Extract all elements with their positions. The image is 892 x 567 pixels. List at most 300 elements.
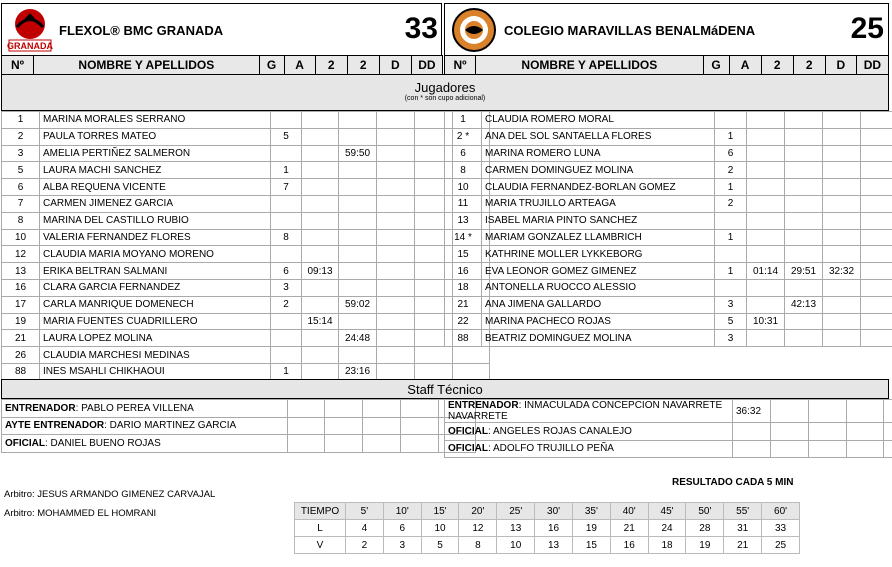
player-stat-g: 2 xyxy=(271,296,302,313)
player-stat-a xyxy=(747,296,785,313)
player-stat-g: 3 xyxy=(271,279,302,296)
player-stat-a xyxy=(302,195,339,212)
player-number: 21 xyxy=(2,330,40,347)
player-stat-m2 xyxy=(823,162,861,179)
player-stat-m2 xyxy=(377,179,415,196)
home-logo-icon xyxy=(7,7,53,52)
player-stat-m2 xyxy=(377,246,415,263)
player-stat-m1: 42:13 xyxy=(785,296,823,313)
player-row xyxy=(445,145,892,162)
staff-empty-cell xyxy=(884,400,892,423)
player-stat-a xyxy=(302,212,339,229)
results-label: TIEMPO xyxy=(295,503,346,520)
player-name: ERIKA BELTRAN SALMANI xyxy=(40,263,271,280)
player-row xyxy=(2,162,490,179)
results-value: 30' xyxy=(535,503,573,520)
player-row xyxy=(2,145,490,162)
player-stat-m2 xyxy=(377,263,415,280)
away-team-header xyxy=(444,3,889,56)
staff-row xyxy=(2,400,476,418)
player-stat-m1 xyxy=(339,263,377,280)
player-name: LAURA MACHI SANCHEZ xyxy=(40,162,271,179)
player-stat-m1 xyxy=(785,145,823,162)
player-name: MARINA MORALES SERRANO xyxy=(40,112,271,129)
player-number: 2 * xyxy=(445,128,482,145)
player-stat-a xyxy=(747,195,785,212)
player-name: EVA LEONOR GOMEZ GIMENEZ xyxy=(482,263,715,280)
player-stat-g xyxy=(271,195,302,212)
home-team-logo xyxy=(7,7,53,52)
player-row xyxy=(2,263,490,280)
player-number: 6 xyxy=(445,145,482,162)
results-value: 13 xyxy=(497,520,535,537)
player-row xyxy=(445,162,892,179)
results-value: 18 xyxy=(648,537,686,554)
player-stat-g xyxy=(715,212,747,229)
results-value: 5 xyxy=(421,537,459,554)
player-stat-g xyxy=(715,279,747,296)
player-stat-g: 1 xyxy=(715,263,747,280)
home-staff-table xyxy=(1,399,476,453)
player-stat-d xyxy=(861,330,892,347)
results-value: 16 xyxy=(535,520,573,537)
players-section-header xyxy=(1,74,889,111)
player-stat-g xyxy=(271,347,302,364)
staff-role: OFICIAL xyxy=(5,437,45,449)
player-stat-g xyxy=(271,330,302,347)
player-stat-m1 xyxy=(339,229,377,246)
staff-name: : ANGELES ROJAS CANALEJO xyxy=(488,425,632,437)
staff-empty-cell xyxy=(847,423,884,441)
staff-name: : DARIO MARTINEZ GARCIA xyxy=(104,420,237,432)
results-row xyxy=(295,520,800,537)
player-stat-g: 2 xyxy=(715,162,747,179)
player-row xyxy=(2,229,490,246)
results-value: 15 xyxy=(572,537,610,554)
player-stat-m1: 29:51 xyxy=(785,263,823,280)
player-row xyxy=(2,347,490,364)
col-num: Nº xyxy=(2,56,34,75)
player-stat-a xyxy=(747,212,785,229)
player-number: 88 xyxy=(445,330,482,347)
player-name: MARIAM GONZALEZ LLAMBRICH xyxy=(482,229,715,246)
player-stat-m1 xyxy=(339,195,377,212)
player-stat-g: 3 xyxy=(715,296,747,313)
player-name: MARINA DEL CASTILLO RUBIO xyxy=(40,212,271,229)
player-stat-a xyxy=(747,145,785,162)
player-stat-d xyxy=(861,179,892,196)
player-stat-m2 xyxy=(823,246,861,263)
player-row xyxy=(2,112,490,129)
results-title: RESULTADO CADA 5 MIN xyxy=(672,477,794,488)
staff-stat-cell xyxy=(733,423,771,441)
player-stat-g: 1 xyxy=(271,363,302,380)
player-stat-m2 xyxy=(377,195,415,212)
player-stat-m2 xyxy=(377,112,415,129)
staff-row xyxy=(445,423,892,441)
staff-section-title: Staff Técnico xyxy=(407,382,483,397)
player-stat-m1 xyxy=(785,112,823,129)
staff-empty-cell xyxy=(884,423,892,441)
staff-member xyxy=(445,400,733,423)
player-stat-g xyxy=(271,212,302,229)
results-label: L xyxy=(295,520,346,537)
staff-empty-cell xyxy=(325,417,363,435)
player-stat-a: 10:31 xyxy=(747,313,785,330)
player-row xyxy=(445,279,892,296)
results-value: 19 xyxy=(686,537,724,554)
player-stat-m1 xyxy=(339,162,377,179)
player-stat-m1 xyxy=(339,179,377,196)
player-stat-a xyxy=(747,112,785,129)
player-stat-a xyxy=(302,128,339,145)
player-stat-m1 xyxy=(339,212,377,229)
player-stat-d xyxy=(861,112,892,129)
staff-name: : PABLO PEREA VILLENA xyxy=(75,402,194,414)
col-d: D xyxy=(825,56,856,75)
player-number: 16 xyxy=(445,263,482,280)
player-stat-m2 xyxy=(823,330,861,347)
player-stat-m1 xyxy=(785,179,823,196)
results-value: 8 xyxy=(459,537,497,554)
player-row xyxy=(445,179,892,196)
player-row xyxy=(445,296,892,313)
player-number: 13 xyxy=(445,212,482,229)
player-stat-g: 7 xyxy=(271,179,302,196)
home-column-headers xyxy=(1,55,443,75)
player-stat-g: 1 xyxy=(715,229,747,246)
player-stat-a xyxy=(302,347,339,364)
staff-stat-cell xyxy=(288,435,325,453)
player-number: 8 xyxy=(2,212,40,229)
player-stat-g: 3 xyxy=(715,330,747,347)
player-row xyxy=(2,330,490,347)
player-stat-m2: 32:32 xyxy=(823,263,861,280)
player-stat-g: 5 xyxy=(715,313,747,330)
player-row xyxy=(445,246,892,263)
results-value: 10 xyxy=(497,537,535,554)
player-stat-d xyxy=(861,296,892,313)
staff-empty-cell xyxy=(771,423,809,441)
col-d: D xyxy=(379,56,411,75)
player-stat-d xyxy=(861,195,892,212)
referee-2: Arbitro: MOHAMMED EL HOMRANI xyxy=(4,508,157,519)
player-stat-g: 2 xyxy=(715,195,747,212)
player-number: 15 xyxy=(445,246,482,263)
staff-empty-cell xyxy=(363,400,401,418)
staff-row xyxy=(445,400,892,423)
player-number: 22 xyxy=(445,313,482,330)
player-row xyxy=(445,128,892,145)
results-header-row xyxy=(295,503,800,520)
player-stat-g: 1 xyxy=(715,128,747,145)
player-stat-m1 xyxy=(785,212,823,229)
player-stat-m2 xyxy=(377,229,415,246)
player-stat-m1 xyxy=(339,279,377,296)
results-row xyxy=(295,537,800,554)
player-number: 5 xyxy=(2,162,40,179)
player-stat-g: 1 xyxy=(715,179,747,196)
player-stat-m1 xyxy=(785,313,823,330)
player-number: 10 xyxy=(445,179,482,196)
player-stat-d xyxy=(861,279,892,296)
empty-cell xyxy=(445,347,892,363)
col-2min-2: 2 xyxy=(347,56,379,75)
player-name: CLAUDIA ROMERO MORAL xyxy=(482,112,715,129)
player-row xyxy=(2,128,490,145)
player-stat-a xyxy=(302,145,339,162)
player-stat-m2 xyxy=(377,347,415,364)
player-name: BEATRIZ DOMINGUEZ MOLINA xyxy=(482,330,715,347)
player-stat-m2 xyxy=(823,229,861,246)
player-stat-g: 1 xyxy=(271,162,302,179)
results-value: 13 xyxy=(535,537,573,554)
col-a: A xyxy=(284,56,315,75)
player-stat-a xyxy=(302,330,339,347)
player-name: CARMEN DOMINGUEZ MOLINA xyxy=(482,162,715,179)
player-number: 2 xyxy=(2,128,40,145)
staff-stat-cell xyxy=(733,440,771,458)
player-stat-m2 xyxy=(823,112,861,129)
player-stat-m1 xyxy=(339,313,377,330)
player-name: CLAUDIA FERNANDEZ-BORLAN GOMEZ xyxy=(482,179,715,196)
player-number: 3 xyxy=(2,145,40,162)
results-value: 19 xyxy=(572,520,610,537)
results-value: 31 xyxy=(724,520,762,537)
player-number: 7 xyxy=(2,195,40,212)
player-name: CLARA GARCIA FERNANDEZ xyxy=(40,279,271,296)
results-value: 20' xyxy=(459,503,497,520)
player-name: ANTONELLA RUOCCO ALESSIO xyxy=(482,279,715,296)
player-stat-a xyxy=(302,162,339,179)
player-stat-m1 xyxy=(785,128,823,145)
player-stat-a xyxy=(747,179,785,196)
player-name: PAULA TORRES MATEO xyxy=(40,128,271,145)
results-value: 45' xyxy=(648,503,686,520)
player-number: 21 xyxy=(445,296,482,313)
player-stat-a xyxy=(747,330,785,347)
player-stat-m2 xyxy=(823,313,861,330)
staff-row xyxy=(445,440,892,458)
player-number: 1 xyxy=(2,112,40,129)
player-number: 12 xyxy=(2,246,40,263)
staff-empty-cell xyxy=(401,400,439,418)
player-name: CARMEN JIMENEZ GARCIA xyxy=(40,195,271,212)
results-value: 6 xyxy=(383,520,421,537)
player-stat-m2 xyxy=(377,145,415,162)
player-stat-a xyxy=(302,296,339,313)
staff-role: OFICIAL xyxy=(448,425,488,437)
results-value: 35' xyxy=(572,503,610,520)
player-stat-g xyxy=(271,112,302,129)
player-stat-m1 xyxy=(785,330,823,347)
home-players-table xyxy=(1,111,490,381)
players-section-note: (con * son cupo adicional) xyxy=(404,95,486,102)
player-stat-m1 xyxy=(785,162,823,179)
home-team-name: FLEXOL® BMC GRANADA xyxy=(59,23,224,38)
player-stat-m2 xyxy=(377,212,415,229)
player-stat-m2 xyxy=(823,179,861,196)
player-stat-a xyxy=(302,279,339,296)
player-name: KATHRINE MOLLER LYKKEBORG xyxy=(482,246,715,263)
away-score: 25 xyxy=(850,12,884,45)
staff-empty-cell xyxy=(809,423,847,441)
results-value: 24 xyxy=(648,520,686,537)
results-value: 4 xyxy=(346,520,384,537)
staff-member xyxy=(2,417,288,435)
staff-name: : DANIEL BUENO ROJAS xyxy=(45,437,161,449)
player-stat-d xyxy=(861,145,892,162)
player-stat-m1 xyxy=(785,195,823,212)
results-value: 25 xyxy=(762,537,800,554)
player-stat-a xyxy=(747,162,785,179)
player-row xyxy=(445,330,892,347)
player-name: LAURA LOPEZ MOLINA xyxy=(40,330,271,347)
away-column-headers xyxy=(444,55,889,75)
player-number: 26 xyxy=(2,347,40,364)
player-stat-g xyxy=(715,246,747,263)
staff-role: AYTE ENTRENADOR xyxy=(5,420,105,432)
player-stat-m2 xyxy=(377,162,415,179)
results-value: 50' xyxy=(686,503,724,520)
col-g: G xyxy=(259,56,284,75)
staff-row xyxy=(2,435,476,453)
results-value: 33 xyxy=(762,520,800,537)
col-dd: DD xyxy=(856,56,888,75)
staff-stat-cell: 36:32 xyxy=(733,400,771,423)
player-stat-d xyxy=(861,229,892,246)
staff-empty-cell xyxy=(363,435,401,453)
player-stat-g: 6 xyxy=(715,145,747,162)
player-number: 17 xyxy=(2,296,40,313)
player-name: ANA JIMENA GALLARDO xyxy=(482,296,715,313)
player-number: 13 xyxy=(2,263,40,280)
home-score: 33 xyxy=(404,12,438,45)
player-stat-m1 xyxy=(785,279,823,296)
player-stat-d xyxy=(861,212,892,229)
col-num: Nº xyxy=(445,56,476,75)
player-stat-m2 xyxy=(377,296,415,313)
results-value: 25' xyxy=(497,503,535,520)
staff-row xyxy=(2,417,476,435)
player-stat-m1: 23:16 xyxy=(339,363,377,380)
player-stat-m2 xyxy=(823,195,861,212)
player-stat-g xyxy=(271,145,302,162)
player-name: CARLA MANRIQUE DOMENECH xyxy=(40,296,271,313)
player-name: AMELIA PERTIÑEZ SALMERON xyxy=(40,145,271,162)
player-name: MARINA PACHECO ROJAS xyxy=(482,313,715,330)
player-stat-a xyxy=(302,229,339,246)
player-number: 14 * xyxy=(445,229,482,246)
player-stat-g xyxy=(715,112,747,129)
player-row xyxy=(2,313,490,330)
results-value: 40' xyxy=(610,503,648,520)
home-team-header xyxy=(1,3,442,56)
staff-empty-cell xyxy=(325,435,363,453)
player-number: 18 xyxy=(445,279,482,296)
player-stat-a xyxy=(747,246,785,263)
player-number: 88 xyxy=(2,363,40,380)
player-stat-m1 xyxy=(785,229,823,246)
player-stat-m1 xyxy=(339,347,377,364)
player-row xyxy=(445,195,892,212)
empty-row xyxy=(445,363,892,379)
player-stat-g xyxy=(271,313,302,330)
player-stat-m2 xyxy=(377,128,415,145)
player-stat-m2 xyxy=(823,279,861,296)
player-stat-m2 xyxy=(377,363,415,380)
player-row xyxy=(2,279,490,296)
col-name: NOMBRE Y APELLIDOS xyxy=(34,56,260,75)
player-stat-d xyxy=(861,162,892,179)
svg-text:GRANADA: GRANADA xyxy=(7,41,53,51)
results-table xyxy=(294,502,800,554)
player-row xyxy=(2,212,490,229)
staff-empty-cell xyxy=(884,440,892,458)
player-name: MARIA TRUJILLO ARTEAGA xyxy=(482,195,715,212)
results-value: 16 xyxy=(610,537,648,554)
player-stat-d xyxy=(861,313,892,330)
player-stat-a xyxy=(747,279,785,296)
results-label: V xyxy=(295,537,346,554)
staff-member xyxy=(445,423,733,441)
player-row xyxy=(445,112,892,129)
results-value: 55' xyxy=(724,503,762,520)
col-2min-2: 2 xyxy=(793,56,825,75)
player-name: ANA DEL SOL SANTAELLA FLORES xyxy=(482,128,715,145)
results-value: 5' xyxy=(346,503,384,520)
col-name: NOMBRE Y APELLIDOS xyxy=(476,56,704,75)
player-stat-a xyxy=(302,363,339,380)
results-value: 15' xyxy=(421,503,459,520)
player-stat-a xyxy=(302,246,339,263)
player-row xyxy=(2,179,490,196)
staff-member xyxy=(445,440,733,458)
player-stat-m1 xyxy=(339,128,377,145)
player-stat-g: 5 xyxy=(271,128,302,145)
player-stat-m1 xyxy=(339,246,377,263)
player-row xyxy=(2,363,490,380)
player-stat-d xyxy=(861,128,892,145)
player-stat-m1 xyxy=(785,246,823,263)
results-value: 21 xyxy=(724,537,762,554)
player-stat-a xyxy=(747,229,785,246)
player-stat-a xyxy=(302,179,339,196)
player-stat-a: 09:13 xyxy=(302,263,339,280)
player-stat-a xyxy=(747,128,785,145)
player-row xyxy=(445,313,892,330)
player-stat-g xyxy=(271,246,302,263)
away-team-name: COLEGIO MARAVILLAS BENALMáDENA xyxy=(504,23,756,38)
staff-stat-cell xyxy=(288,400,325,418)
player-row xyxy=(2,195,490,212)
results-value: 10' xyxy=(383,503,421,520)
player-number: 6 xyxy=(2,179,40,196)
staff-empty-cell xyxy=(401,417,439,435)
results-value: 10 xyxy=(421,520,459,537)
player-stat-m2 xyxy=(823,212,861,229)
player-name: VALERIA FERNANDEZ FLORES xyxy=(40,229,271,246)
col-a: A xyxy=(729,56,761,75)
player-row xyxy=(445,212,892,229)
player-stat-m2 xyxy=(377,330,415,347)
player-name: ISABEL MARIA PINTO SANCHEZ xyxy=(482,212,715,229)
player-stat-d xyxy=(861,263,892,280)
player-name: INES MSAHLI CHIKHAOUI xyxy=(40,363,271,380)
away-players-table xyxy=(444,111,892,379)
player-stat-a: 01:14 xyxy=(747,263,785,280)
results-value: 21 xyxy=(610,520,648,537)
